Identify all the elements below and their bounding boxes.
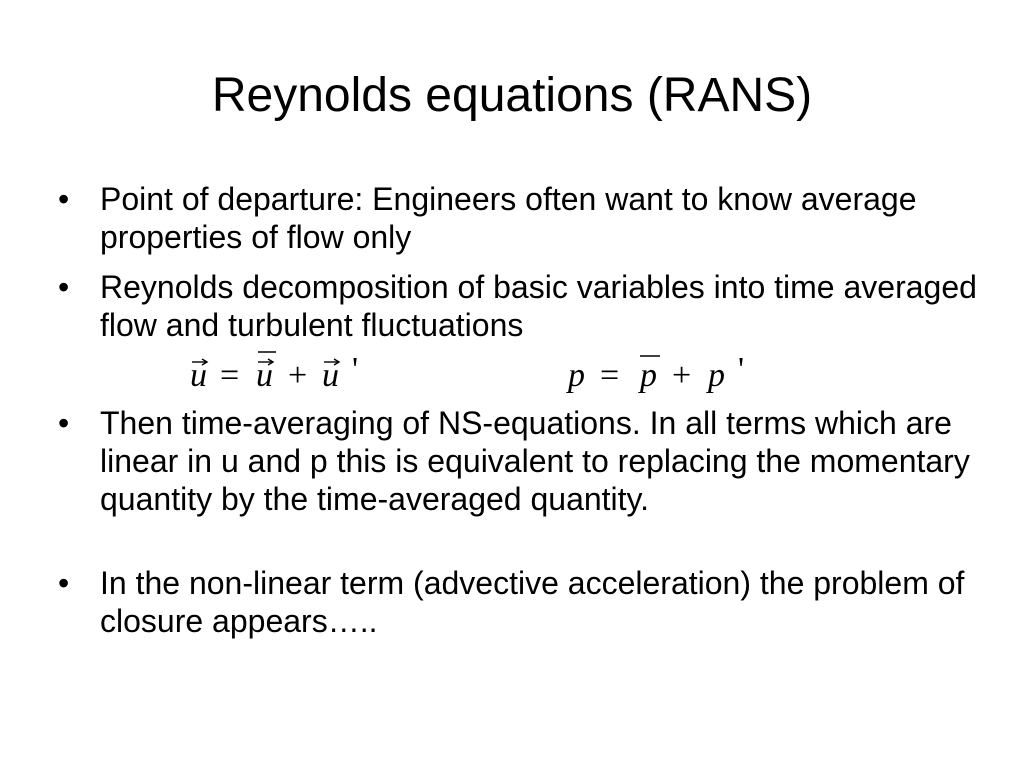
pressure-equation xyxy=(566,351,744,394)
bullet-text: In the non-linear term (advective acceleration) the problem of closure appears….. xyxy=(100,565,965,639)
bullet-glyph: • xyxy=(58,565,70,601)
bullet-text: Then time-averaging of NS-equations. In all terms which are linear in u and p this is equivalent to replacing the momentary quantity by the time-averaged quantity. xyxy=(100,405,970,517)
velocity-prime: ' xyxy=(352,351,359,388)
slide-title: Reynolds equations (RANS) xyxy=(211,69,813,122)
equation-row xyxy=(0,350,1024,396)
bullet-item xyxy=(58,564,980,640)
bullet-text: Reynolds decomposition of basic variables into time averaged flow and turbulent fluctuations xyxy=(100,269,977,343)
bullet-item xyxy=(58,180,980,256)
bullet-glyph: • xyxy=(58,405,70,441)
equations-graphic xyxy=(0,350,1024,396)
bullet-glyph: • xyxy=(58,181,70,217)
velocity-lhs: u xyxy=(190,357,207,394)
bullet-item xyxy=(58,268,980,344)
bullet-item xyxy=(58,404,980,518)
velocity-equals: = xyxy=(220,357,240,394)
velocity-plus: + xyxy=(288,357,308,394)
bullet-text: Point of departure: Engineers often want to know average properties of flow only xyxy=(100,181,917,255)
pressure-fluctuation: p xyxy=(708,357,725,394)
pressure-mean: p xyxy=(640,357,657,394)
velocity-equation xyxy=(190,351,358,394)
pressure-prime: ' xyxy=(738,351,745,388)
pressure-lhs: p xyxy=(568,357,585,394)
bullet-glyph: • xyxy=(58,269,70,305)
velocity-fluctuation: u xyxy=(322,357,339,394)
pressure-plus: + xyxy=(672,357,692,394)
velocity-mean: u xyxy=(256,357,273,394)
pressure-equals: = xyxy=(600,357,620,394)
